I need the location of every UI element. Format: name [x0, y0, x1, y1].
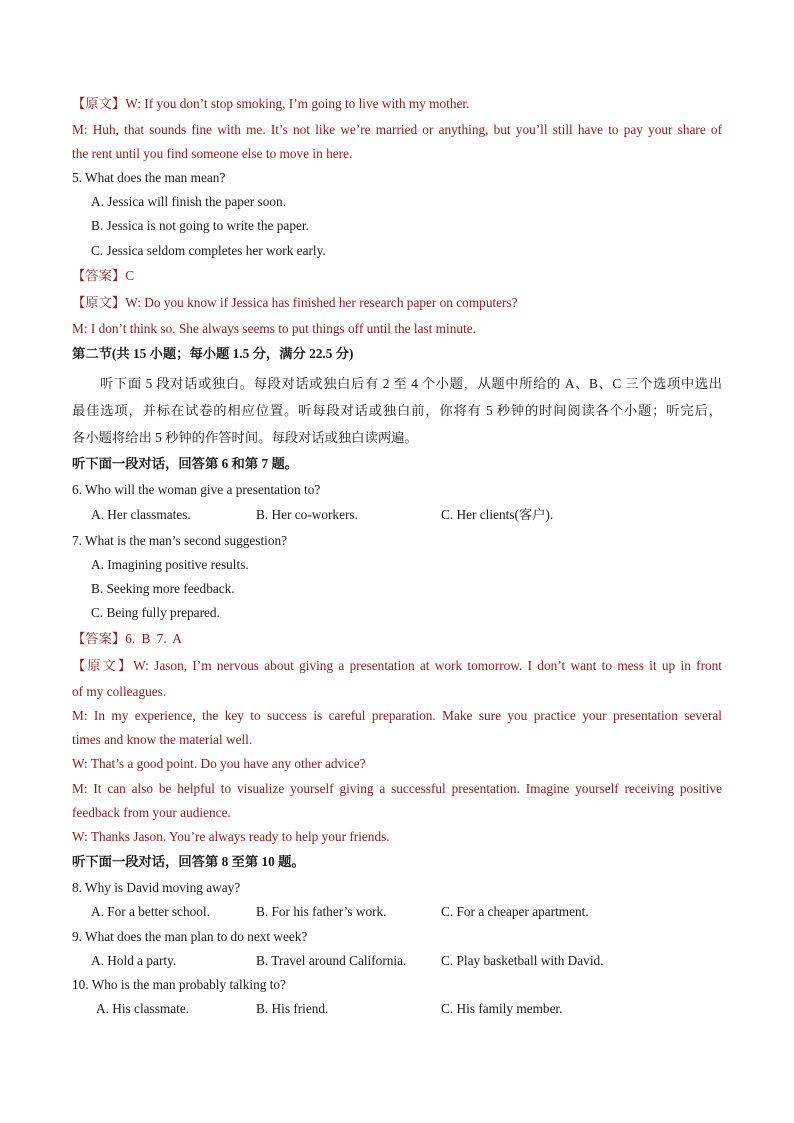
dialogue-line: M: I don’t think so. She always seems to put things off until the last minute.: [72, 321, 476, 336]
dialogue-line: M: It can also be helpful to visualize yourself giving a successful presentation. Imagine yourself receiving positive: [72, 781, 722, 796]
option-5c: C. Jessica seldom completes her work early.: [91, 243, 326, 258]
option-10a: A. His classmate.: [96, 1001, 190, 1016]
option-6a: A. Her classmates.: [91, 507, 191, 522]
dialogue-line: W: Jason, I’m nervous about giving a presentation at work tomorrow. I don’t want to mess it up in front: [133, 658, 723, 673]
original-text-line: [72, 96, 722, 112]
dialogue-line: M: In my experience, the key to success is careful preparation. Make sure you practice your presentation several: [72, 708, 722, 723]
option-6b: B. Her co-workers.: [256, 507, 358, 522]
dialogue-line: the rent until you find someone else to move in here.: [72, 146, 353, 161]
option-7a: A. Imagining positive results.: [91, 557, 249, 572]
original-text-line: [72, 658, 722, 674]
answer-value: C: [125, 268, 135, 283]
question-8: 8. Why is David moving away?: [72, 880, 241, 895]
original-tag: 【原文】: [72, 295, 126, 310]
option-6c: C. Her clients(客户).: [441, 507, 554, 522]
subsection-heading: 听下面一段对话，回答第 8 至第 10 题。: [72, 854, 305, 869]
option-5a: A. Jessica will finish the paper soon.: [91, 194, 286, 209]
dialogue-line: M: Huh, that sounds fine with me. It’s not like we’re married or anything, but you’ll still have to pay your share of: [72, 122, 722, 137]
dialogue-line: of my colleagues.: [72, 684, 167, 699]
answer-value: 6. B 7. A: [125, 631, 182, 646]
section-heading: 第二节(共 15 小题；每小题 1.5 分，满分 22.5 分): [72, 346, 354, 361]
option-8c: C. For a cheaper apartment.: [441, 904, 589, 919]
question-6: 6. Who will the woman give a presentation to?: [72, 482, 321, 497]
dialogue-line: W: Thanks Jason. You’re always ready to help your friends.: [72, 829, 390, 844]
option-8a: A. For a better school.: [91, 904, 210, 919]
question-7: 7. What is the man’s second suggestion?: [72, 533, 288, 548]
option-7b: B. Seeking more feedback.: [91, 581, 235, 596]
instruction-line: 最佳选项，并标在试卷的相应位置。听每段对话或独白前，你将有 5 秒钟的时间阅读各个小题；听完后，: [72, 403, 722, 418]
answer-line-6-7: [72, 631, 722, 647]
dialogue-line: feedback from your audience.: [72, 805, 231, 820]
original-tag: 【原文】: [72, 658, 134, 673]
option-10c: C. His family member.: [441, 1001, 563, 1016]
question-9: 9. What does the man plan to do next week?: [72, 929, 308, 944]
option-9c: C. Play basketball with David.: [441, 953, 604, 968]
dialogue-line: W: If you don’t stop smoking, I’m going to live with my mother.: [125, 96, 470, 111]
original-text-line: [72, 295, 722, 311]
option-9b: B. Travel around California.: [256, 953, 407, 968]
question-5: 5. What does the man mean?: [72, 170, 226, 185]
original-tag: 【原文】: [72, 96, 126, 111]
dialogue-line: W: That’s a good point. Do you have any other advice?: [72, 756, 366, 771]
dialogue-line: W: Do you know if Jessica has finished her research paper on computers?: [125, 295, 518, 310]
answer-tag: 【答案】: [72, 631, 126, 646]
answer-tag: 【答案】: [72, 268, 126, 283]
option-8b: B. For his father’s work.: [256, 904, 387, 919]
option-9a: A. Hold a party.: [91, 953, 177, 968]
instruction-line: 各小题将给出 5 秒钟的作答时间。每段对话或独白读两遍。: [72, 430, 418, 445]
option-7c: C. Being fully prepared.: [91, 605, 220, 620]
dialogue-line: times and know the material well.: [72, 732, 253, 747]
subsection-heading: 听下面一段对话，回答第 6 和第 7 题。: [72, 456, 299, 471]
answer-line-5: [72, 268, 722, 284]
instruction-line: 听下面 5 段对话或独白。每段对话或独白后有 2 至 4 个小题，从题中所给的 A、B、C 三个选项中选出: [100, 376, 722, 391]
option-10b: B. His friend.: [256, 1001, 329, 1016]
option-5b: B. Jessica is not going to write the paper.: [91, 218, 309, 233]
question-10: 10. Who is the man probably talking to?: [72, 977, 286, 992]
